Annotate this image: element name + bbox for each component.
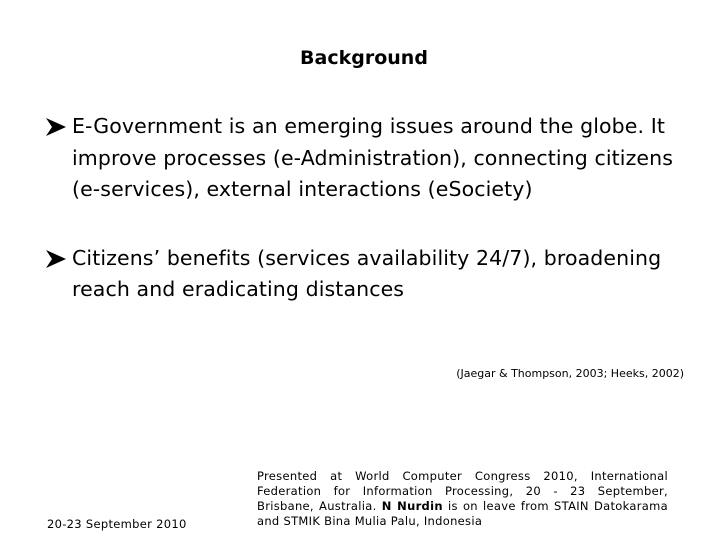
bullet-list [46,111,706,306]
footer-date: 20-23 September 2010 [47,517,187,531]
bullet-item-egovernment [46,111,706,206]
slide-title: Background [300,47,428,69]
bullet-item-citizens-benefits [46,243,706,306]
bullet-text: E-Government is an emerging issues around the globe. It improve processes (e-Administration), connecting citizens (e-services), external interactions (eSociety) [72,114,674,201]
footer-note-suffix: is on leave from STAIN Datokarama and STMIK Bina Mulia Palu, Indonesia [257,499,668,528]
footer-note [257,469,668,529]
citation: (Jaegar & Thompson, 2003; Heeks, 2002) [456,367,684,380]
arrow-bullet-icon [46,118,66,136]
footer-note-author: N Nurdin [381,499,443,513]
arrow-bullet-icon [46,250,66,268]
footer-note-prefix: Presented at World Computer Congress 2010, International Federation for Information Processing, 20 - 23 September, Brisbane, Australia. [257,469,668,513]
bullet-text: Citizens’ benefits (services availability 24/7), broadening reach and eradicating distances [72,245,662,301]
